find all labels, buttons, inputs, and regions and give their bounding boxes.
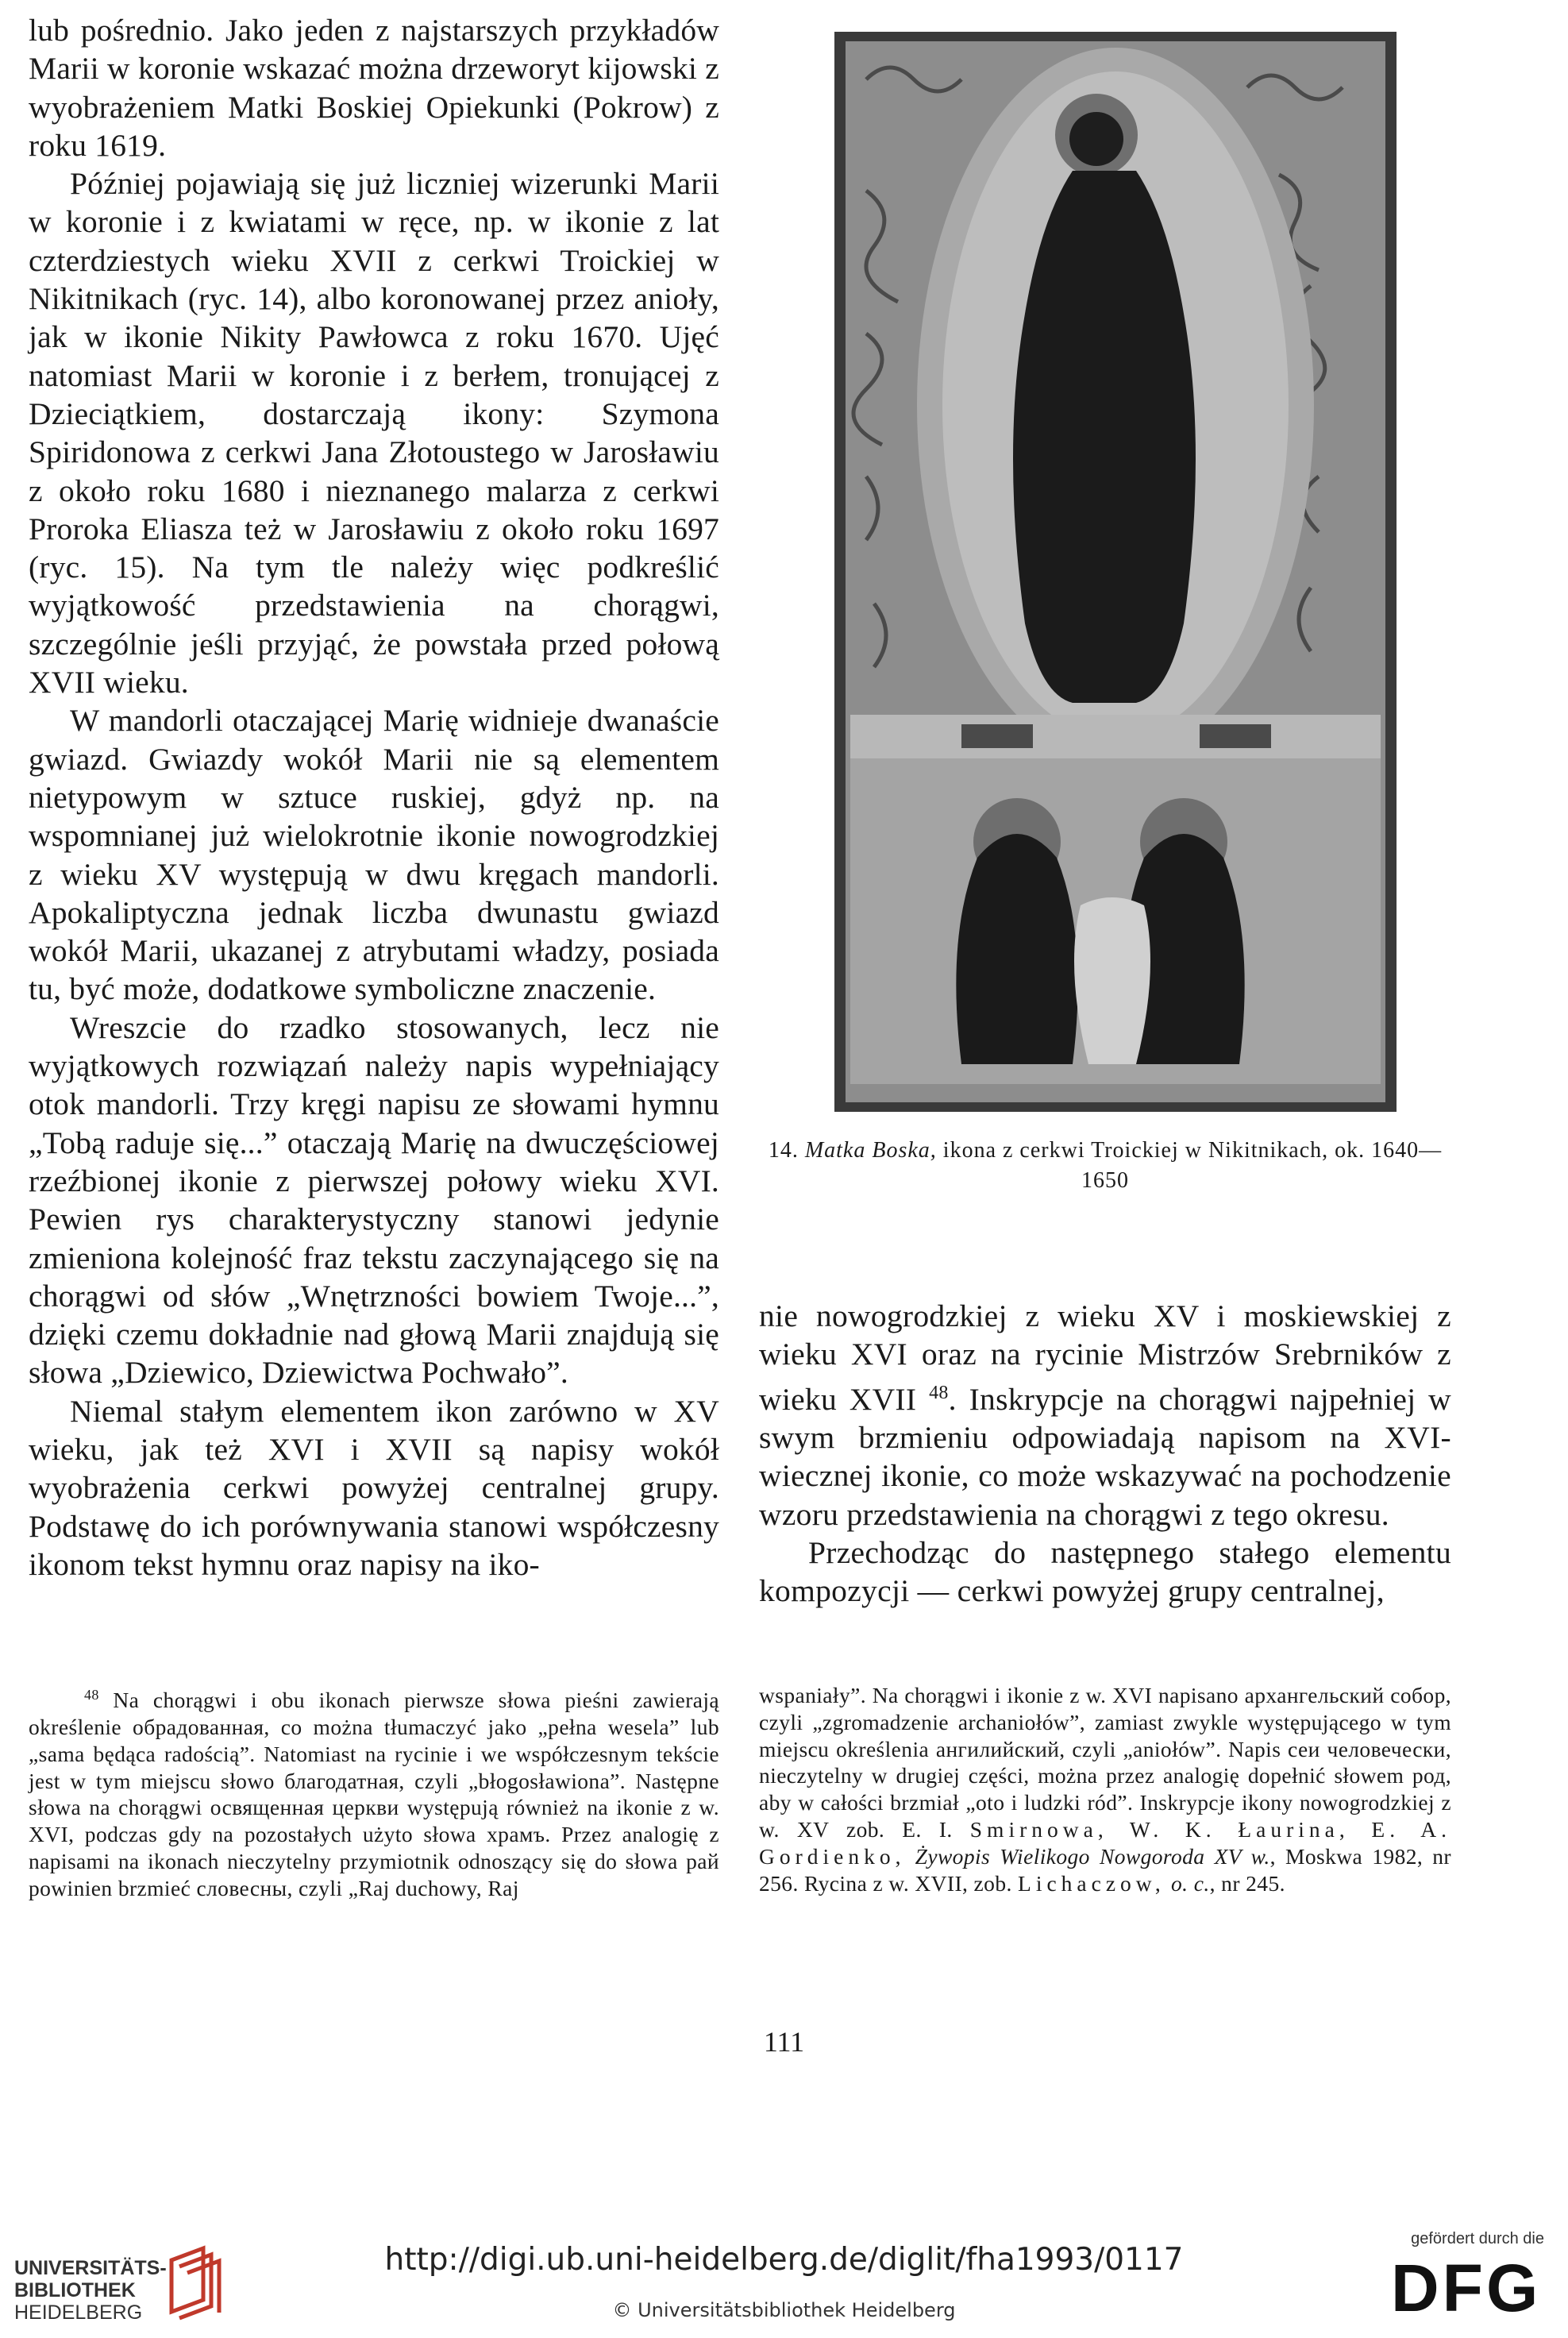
main-column xyxy=(29,11,719,1584)
paragraph xyxy=(759,1534,1451,1611)
sponsor-text: gefördert durch die xyxy=(1411,2230,1544,2247)
icon-image xyxy=(834,32,1397,1112)
source-url-link[interactable]: http://digi.ub.uni-heidelberg.de/diglit/fha1993/0117 xyxy=(384,2242,1184,2278)
paragraph-text: nie nowogrodzkiej z wieku XV i moskiewskiej z wieku XVI oraz na rycinie Mistrzów Srebrników z wieku XVII xyxy=(759,1298,1451,1417)
figure-caption xyxy=(756,1136,1454,1196)
footnote-authors: Smirnowa, W. K. Łaurina, E. A. Gordienko, xyxy=(759,1816,1451,1869)
caption-number: 14. xyxy=(768,1138,799,1163)
footnote-left xyxy=(29,1682,719,1902)
library-line: HEIDELBERG xyxy=(14,2301,143,2324)
icon-photograph xyxy=(834,32,1397,1112)
copyright-notice: © Universitätsbibliothek Heidelberg xyxy=(612,2299,956,2321)
library-line: BIBLIOTHEK xyxy=(14,2279,136,2301)
footnote-number: 48 xyxy=(84,1687,99,1703)
paragraph-text: . Inskrypcje na chorągwi najpełniej w swym brzmieniu odpowiadają napisom na XVI-wiecznej ikonie, co może wskazywać na pochodzenie wzoru przedstawienia na chorągwi z tego okresu. xyxy=(759,1381,1451,1532)
caption-text: ikona z cerkwi Troickiej w Nikitnikach, ok. 1640—1650 xyxy=(942,1138,1443,1193)
footnote xyxy=(759,1682,1451,1896)
library-line: UNIVERSITÄTS- xyxy=(14,2257,167,2279)
paragraph-text: lub pośrednio. Jako jeden z najstarszych przykładów Marii w koronie wskazać można drzeworyt kijowski z wyobrażeniem Matki Boskiej Opiekunki (Pokrow) z roku 1619. xyxy=(29,13,719,163)
paragraph-text: Później pojawiają się już liczniej wizerunki Marii w koronie i z kwiatami w ręce, np. w ikonie z lat czterdziestych wieku XVII z cerkwi Troickiej w Nikitnikach (ryc. 14), albo koronowanej przez anioły, jak w ikonie Nikity Pawłowca z roku 1670. Ujęć natomiast Marii w koronie i z berłem, tronującej z Dzieciątkiem, dostarczają ikony: Szymona Spiridonowa z cerkwi Jana Złotoustego w Jarosławiu z około roku 1680 i nieznanego malarza z cerkwi Proroka Eliasza też w Jarosławiu z około roku 1697 (ryc. 15). Na tym tle należy więc podkreślić wyjątkowość przedstawienia na chorągwi, szczególnie jeśli przyjąć, że powstała przed połową XVII wieku. xyxy=(29,166,719,700)
dfg-logo: DFG xyxy=(1391,2251,1542,2325)
caption-title: Matka Boska, xyxy=(804,1138,937,1163)
paragraph xyxy=(759,1297,1451,1534)
paragraph xyxy=(29,11,719,164)
footnote-ref: 48 xyxy=(929,1382,949,1403)
footnote-text: , Moskwa 1982, nr 256. Rycina z w. XVII, zob. xyxy=(759,1843,1451,1896)
paragraph xyxy=(29,164,719,701)
paragraph-text: Wreszcie do rzadko stosowanych, lecz nie wyjątkowych rozwiązań należy napis wypełniający otok mandorli. Trzy kręgi napisu ze słowami hymnu „Tobą raduje się...” otaczają Marię na dwuczęściowej rzeźbionej ikonie z pierwszej połowy wieku XVI. Pewien rys charakterystyczny stanowi jedynie zmieniona kolejność fraz tekstu zaczynającego się na chorągwi od słów „Wnętrzności bowiem Twoje...”, dzięki czemu dokładnie nad głową Marii znajdują się słowa „Dziewico, Dziewictwa Pochwało”. xyxy=(29,1009,719,1391)
footnote-book-title: Żywopis Wielikogo Nowgoroda XV w. xyxy=(915,1843,1270,1869)
footnote-right xyxy=(759,1682,1451,1896)
paragraph-text: Niemal stałym elementem ikon zarówno w XV wieku, jak też XVI i XVII są napisy wokół wyobrażenia cerkwi powyżej centralnej grupy. Podstawę do ich porównywania stanowi współczesny ikonom tekst hymnu oraz napisy na iko- xyxy=(29,1393,719,1582)
paragraph-text: Przechodząc do następnego stałego elementu kompozycji — cerkwi powyżej grupy centralnej, xyxy=(759,1534,1451,1609)
footnote-text: wspaniały”. Na chorągwi i ikonie z w. XVI napisano архангельский собор, czyli „zgromadzenie archaniołów”, zamiast zwykle występującego w tym miejscu określenia ангилийский, czyli „aniołów”. Napis сеи человечески, nieczytelny w drugiej części, można przez analogię dopełnić słowem род, aby w całości brzmiał „oto i ludzki ród”. Inskrypcje ikony nowogrodzkiej z w. XV zob. E. I. xyxy=(759,1683,1451,1842)
footnote-oc: o. c. xyxy=(1171,1870,1210,1896)
footnote xyxy=(29,1682,719,1902)
paragraph xyxy=(29,701,719,1008)
page-number: 111 xyxy=(763,2026,805,2058)
paragraph-text: W mandorli otaczającej Marię widnieje dwanaście gwiazd. Gwiazdy wokół Marii nie są elementem nietypowym w sztuce ruskiej, gdyż np. na wspomnianej już wielokrotnie ikonie nowogrodzkiej z wieku XV występują w dwu kręgach mandorli. Apokaliptyczna jednak liczba dwunastu gwiazd wokół Marii, ukazanej z atrybutami władzy, posiada tu, być może, dodatkowe symboliczne znaczenie. xyxy=(29,703,719,1007)
footnote-author: Lichaczow, xyxy=(1018,1870,1165,1896)
paragraph xyxy=(29,1392,719,1584)
footnote-text: Na chorągwi i obu ikonach pierwsze słowa pieśni zawierają określenie обрадованная, co można tłumaczyć jako „pełna wesela” lub „sama będąca radością”. Natomiast na rycinie i we współczesnym tekście jest w tym miejscu słowo благодатная, czyli „błogosławiona”. Następne słowa na chorągwi освященная церкви występują również na ikonie z w. XVI, podczas gdy na pozostałych użyto słowa храмъ. Przez analogię z napisami na ikonach nieczytelny przymiotnik odnoszący się do słowa рай powinien brzmieć словесны, czyli „Raj duchowy, Raj xyxy=(29,1688,720,1900)
paragraph xyxy=(29,1009,719,1392)
footnote-text: , nr 245. xyxy=(1209,1870,1285,1896)
right-column xyxy=(759,1297,1451,1611)
